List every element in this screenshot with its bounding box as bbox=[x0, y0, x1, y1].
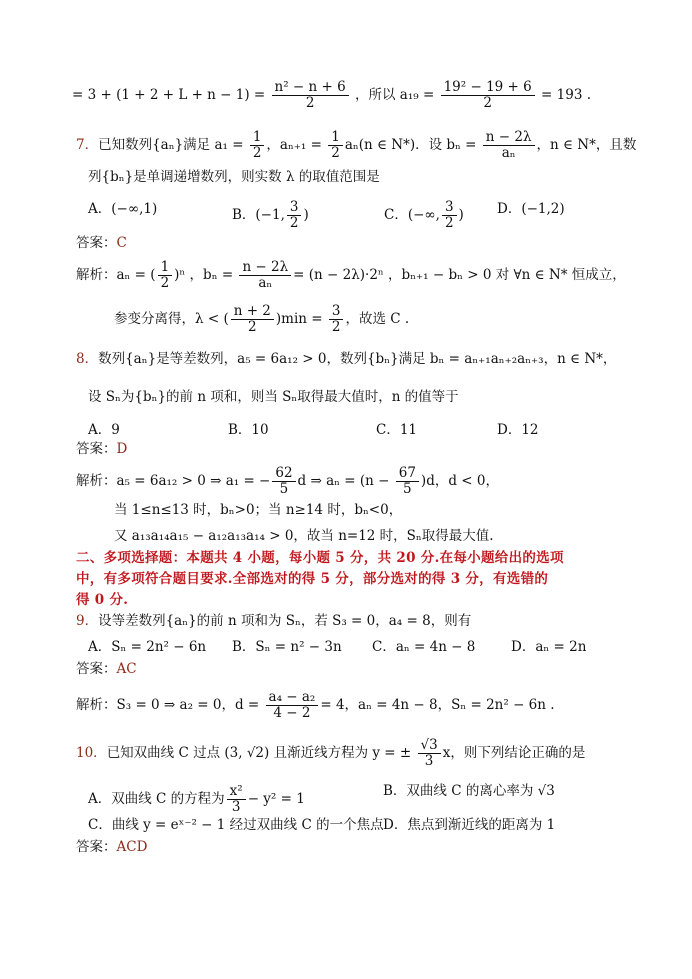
question-8-analysis-1: 解析：a₅ = 6a₁₂ > 0 ⇒ a₁ = − $\frac{62}{5}$ d ⇒ aₙ = (n − $\frac{67}{5}$ )d，d < 0， bbox=[76, 465, 499, 497]
question-9-analysis: 解析：S₃ = 0 ⇒ a₂ = 0，d = $\frac{\text{a₄ − a₂}}{4 - 2}$ = 4，aₙ = 4n − 8，Sₙ = 2n² − 6n . bbox=[76, 689, 555, 721]
fraction: $\frac{\text{x²}}{3}$ bbox=[227, 784, 246, 815]
question-8-option-c: C．11 bbox=[376, 422, 418, 438]
fraction: $\frac{1}{2}$ bbox=[328, 130, 343, 161]
fraction: $\frac{\text{19² − 19 + 6}}{2}$ bbox=[441, 80, 535, 111]
fraction: $\frac{√3}{3}$ bbox=[418, 738, 441, 769]
fraction: $\frac{3}{2}$ bbox=[287, 200, 302, 231]
question-7-answer: 答案：C bbox=[76, 235, 127, 251]
section-heading-line-2: 中，有多项符合题目要求.全部选对的得 5 分，部分选对的得 3 分，有选错的 bbox=[76, 571, 549, 587]
question-7-analysis-1: 解析：aₙ = ( $\frac{1}{2}$ )ⁿ ，bₙ = $\frac{n - 2\lambda}{\text{aₙ}}$ = (n − 2λ)·2ⁿ ，bₙ₊₁ − bₙ > 0 对 ∀n ∈ N* 恒成立， bbox=[76, 259, 626, 291]
question-8-line-2: 设 Sₙ为{bₙ}的前 n 项和，则当 Sₙ取得最大值时，n 的值等于 bbox=[88, 389, 459, 405]
section-heading-line-3: 得 0 分. bbox=[76, 592, 129, 608]
question-9-line-1: 9．设等差数列{aₙ}的前 n 项和为 Sₙ，若 S₃ = 0，a₄ = 8，则有 bbox=[76, 613, 472, 629]
question-9-option-b: B．Sₙ = n² − 3n bbox=[232, 639, 342, 655]
question-9-option-a: A．Sₙ = 2n² − 6n bbox=[88, 639, 207, 655]
question-10-answer: 答案：ACD bbox=[76, 839, 148, 855]
question-7-option-d: D．(−1,2) bbox=[497, 201, 565, 217]
question-8-line-1: 8．数列{aₙ}是等差数列，a₅ = 6a₁₂ > 0，数列{bₙ}满足 bₙ = aₙ₊₁aₙ₊₂aₙ₊₃，n ∈ N*， bbox=[76, 351, 617, 367]
fraction: $\frac{3}{2}$ bbox=[329, 304, 344, 335]
question-8-analysis-3: 又 a₁₃a₁₄a₁₅ − a₁₂a₁₃a₁₄ > 0，故当 n=12 时，Sₙ取得最大值. bbox=[114, 528, 494, 544]
fraction: $\frac{n - 2\lambda}{\text{aₙ}}$ bbox=[483, 130, 535, 161]
question-9-option-d: D．aₙ = 2n bbox=[511, 639, 587, 655]
fraction: $\frac{\text{n² − n + 6}}{2}$ bbox=[272, 80, 349, 111]
question-7-line-1: 7．已知数列{aₙ}满足 a₁ = $\frac{1}{2}$ ，aₙ₊₁ = $\frac{1}{2}$ aₙ(n ∈ N*)．设 bₙ = $\frac{n - 2\lambda}{\text{aₙ}}$ ，n ∈ N*，且数 bbox=[76, 129, 637, 161]
question-8-option-b: B．10 bbox=[228, 422, 269, 438]
question-7-option-c: C．(−∞, $\frac{3}{2}$ ) bbox=[384, 199, 464, 231]
question-9-answer: 答案：AC bbox=[76, 661, 137, 677]
question-8-option-d: D．12 bbox=[497, 422, 539, 438]
question-10-option-d: D．焦点到渐近线的距离为 1 bbox=[383, 817, 556, 833]
question-7-option-b: B．(−1, $\frac{3}{2}$ ) bbox=[232, 199, 309, 231]
fraction: $\frac{\text{a₄ − a₂}}{4 - 2}$ bbox=[266, 690, 319, 721]
fraction: $\frac{n - 2\lambda}{\text{aₙ}}$ bbox=[239, 260, 291, 291]
fraction: $\frac{62}{5}$ bbox=[272, 466, 295, 497]
fraction: $\frac{67}{5}$ bbox=[396, 466, 419, 497]
question-10-option-b: B．双曲线 C 的离心率为 √3 bbox=[383, 783, 555, 799]
question-9-option-c: C．aₙ = 4n − 8 bbox=[372, 639, 476, 655]
question-7-option-a: A．(−∞,1) bbox=[88, 201, 158, 217]
fraction: $\frac{1}{2}$ bbox=[250, 130, 265, 161]
question-10-option-a: A．双曲线 C 的方程为 $\frac{\text{x²}}{3}$ − y² = 1 bbox=[88, 783, 305, 815]
question-8-option-a: A．9 bbox=[88, 422, 120, 438]
fraction: $\frac{1}{2}$ bbox=[158, 260, 173, 291]
question-8-answer: 答案：D bbox=[76, 441, 128, 457]
continuation-equation: = 3 + (1 + 2 + L + n − 1) = $\frac{\text{n² − n + 6}}{2}$ ，所以 a₁₉ = $\frac{\text{19² − 19 + 6}}{2}$ = 193 . bbox=[72, 79, 591, 111]
fraction: $\frac{3}{2}$ bbox=[442, 200, 457, 231]
question-10-line-1: 10．已知双曲线 C 过点 (3, √2) 且渐近线方程为 y = ± $\frac{√3}{3}$ x，则下列结论正确的是 bbox=[76, 737, 586, 769]
question-7-line-2: 列{bₙ}是单调递增数列，则实数 λ 的取值范围是 bbox=[88, 169, 380, 185]
question-7-analysis-2: 参变分离得，λ < ( $\frac{n + 2}{2}$ )min = $\frac{3}{2}$ ，故选 C . bbox=[114, 303, 410, 335]
question-8-analysis-2: 当 1≤n≤13 时，bₙ>0；当 n≥14 时，bₙ<0， bbox=[114, 502, 403, 518]
fraction: $\frac{n + 2}{2}$ bbox=[231, 304, 274, 335]
question-10-option-c: C．曲线 y = eˣ⁻² − 1 经过双曲线 C 的一个焦点 bbox=[88, 817, 384, 833]
section-heading-line-1: 二、多项选择题：本题共 4 小题，每小题 5 分，共 20 分.在每小题给出的选项 bbox=[76, 550, 564, 566]
